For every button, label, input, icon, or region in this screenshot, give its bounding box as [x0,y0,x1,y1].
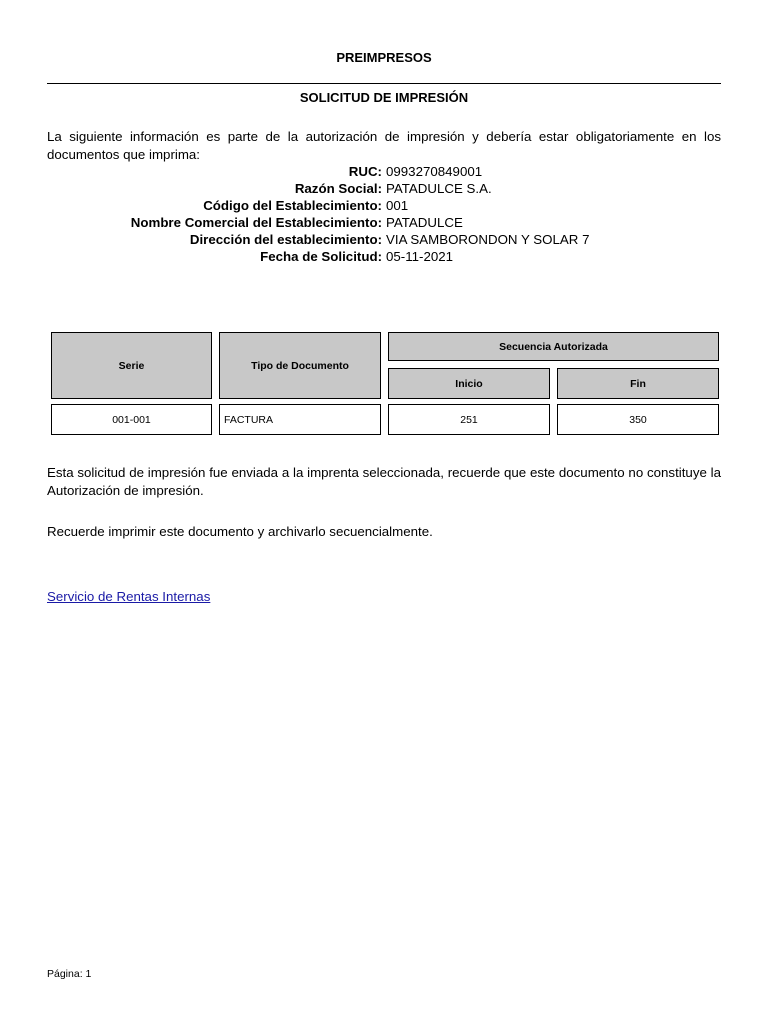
page-number: Página: 1 [47,968,92,980]
table-cell-inicio: 251 [388,404,550,435]
notice-paragraph: Esta solicitud de impresión fue enviada a la imprenta seleccionada, recuerde que este documento no constituye la Autorización de impresión. [47,465,721,498]
document-title: PREIMPRESOS [336,50,432,65]
field-ruc [0,163,768,180]
field-value: PATADULCE S.A. [386,181,492,196]
field-nombre-comercial [0,214,768,231]
field-value: 0993270849001 [386,164,483,179]
sri-link[interactable]: Servicio de Rentas Internas [47,589,211,604]
field-label: Dirección del establecimiento: [189,232,382,247]
table-header-inicio: Inicio [388,368,550,399]
field-value: 05-11-2021 [386,249,454,264]
table-cell-fin: 350 [557,404,719,435]
document-subtitle: SOLICITUD DE IMPRESIÓN [299,90,469,105]
reminder-paragraph: Recuerde imprimir este documento y archivarlo secuencialmente. [47,524,433,539]
field-label: Nombre Comercial del Establecimiento: [130,215,382,230]
field-value: 001 [386,198,409,213]
field-value: PATADULCE [386,215,463,230]
field-fecha-solicitud [0,248,768,265]
table-cell-tipo: FACTURA [219,404,381,435]
field-value: VIA SAMBORONDON Y SOLAR 7 [386,232,590,247]
field-codigo-establecimiento [0,197,768,214]
field-label: RUC: [348,164,382,179]
title-divider [47,83,721,84]
field-razon-social [0,180,768,197]
table-header-secuencia: Secuencia Autorizada [388,332,719,361]
intro-paragraph: La siguiente información es parte de la autorización de impresión y debería estar obligatoriamente en los documentos que imprima: [47,129,721,162]
field-label: Razón Social: [294,181,382,196]
table-header-fin: Fin [557,368,719,399]
field-label: Código del Establecimiento: [203,198,382,213]
table-header-tipo: Tipo de Documento [219,332,381,399]
table-header-serie: Serie [51,332,212,399]
table-cell-serie: 001-001 [51,404,212,435]
field-label: Fecha de Solicitud: [260,249,382,264]
field-direccion [0,231,768,248]
